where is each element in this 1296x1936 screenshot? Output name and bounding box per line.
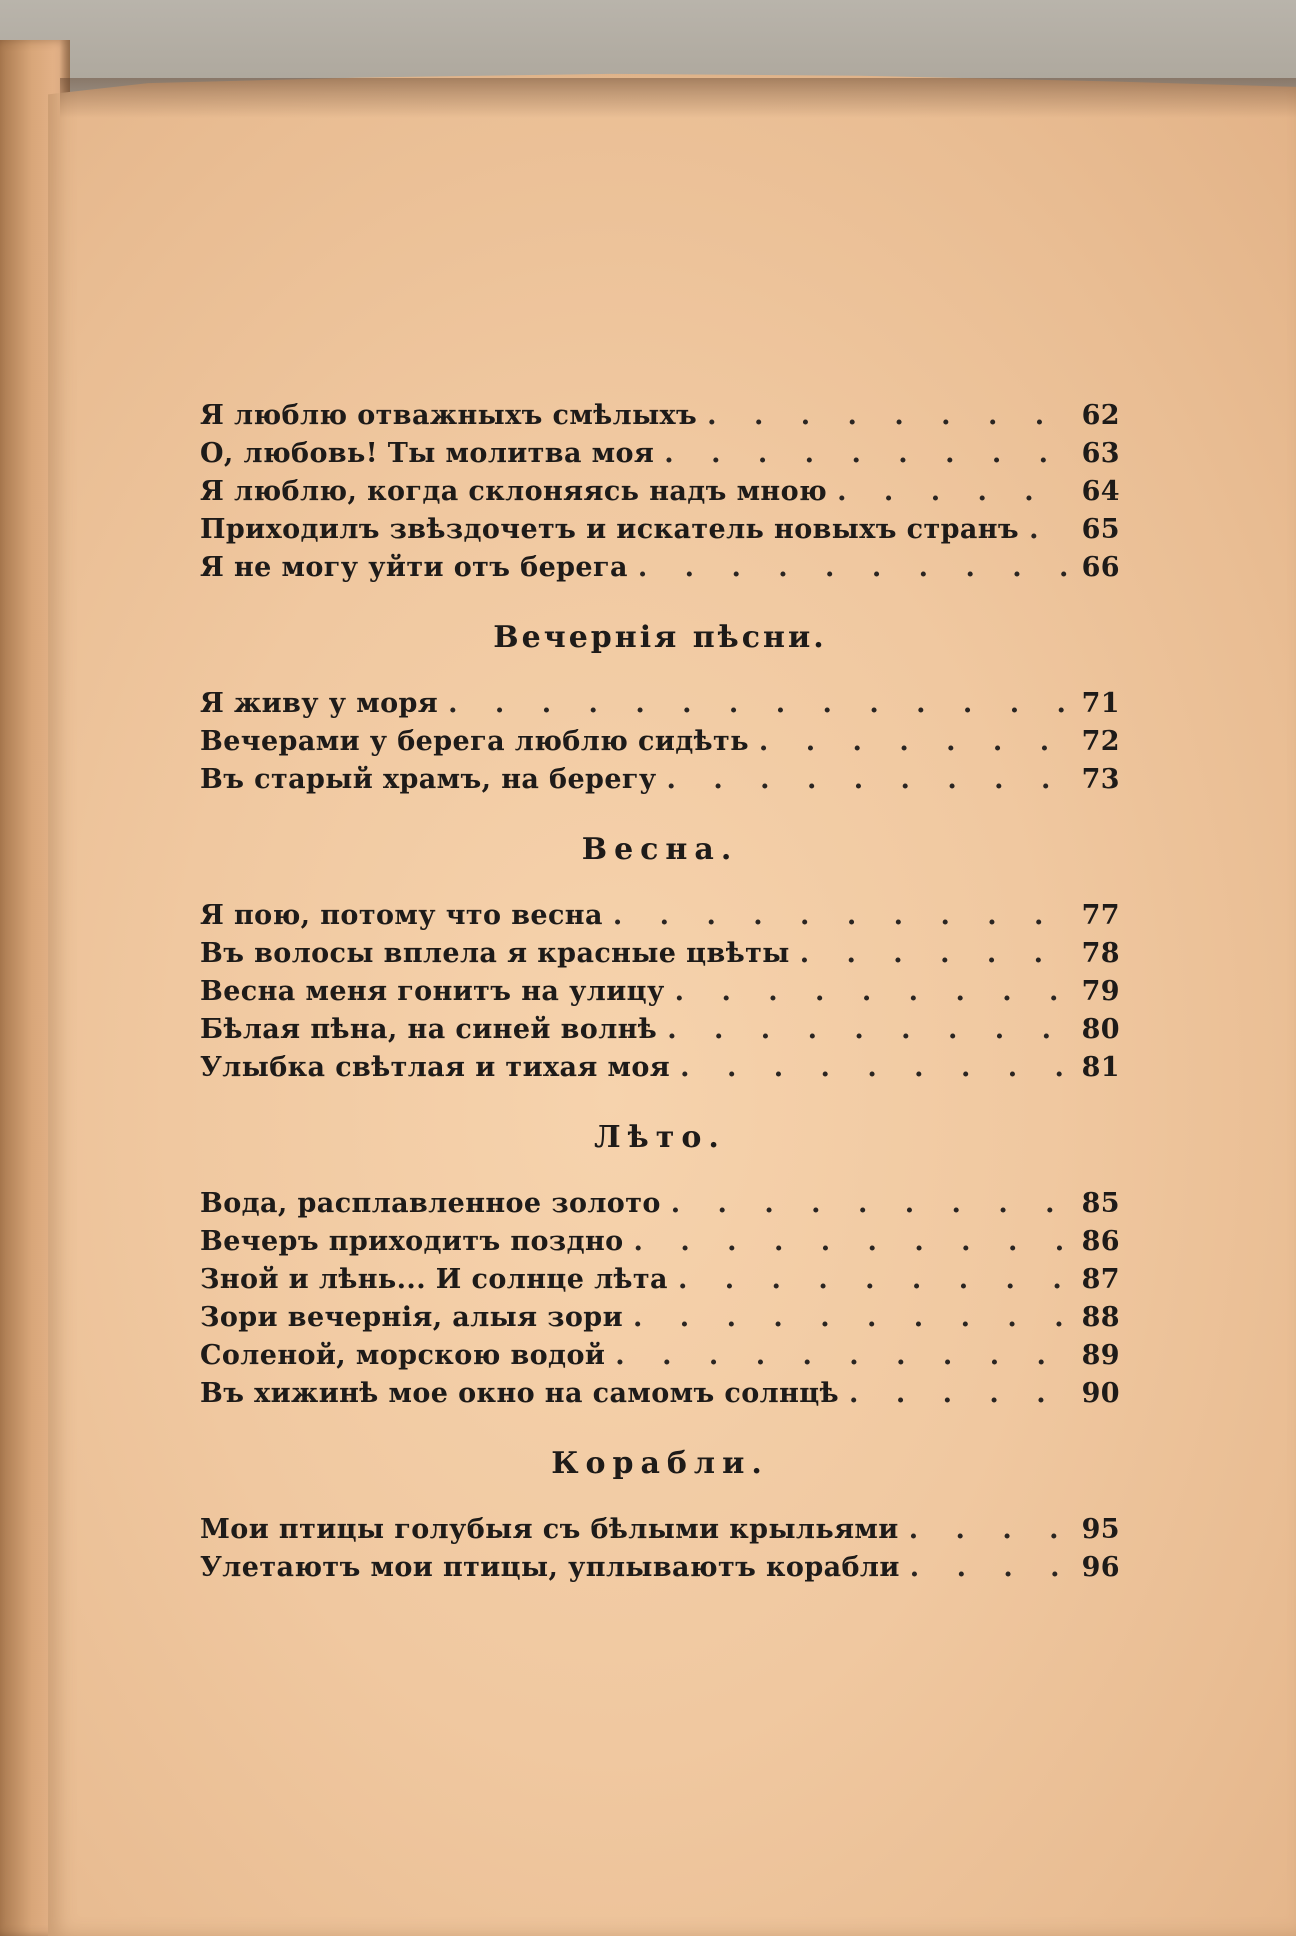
entry-title: Бѣлая пѣна, на синей волнѣ [200, 1014, 658, 1045]
entry-page-number: 63 [1081, 438, 1120, 469]
toc-section [200, 1446, 1120, 1590]
toc-entry [200, 938, 1120, 976]
entry-title: Зной и лѣнь... И солнце лѣта [200, 1264, 668, 1295]
toc-entry [200, 764, 1120, 802]
dot-leader [667, 1014, 1070, 1045]
toc-entry [200, 1514, 1120, 1552]
table-of-contents [200, 400, 1120, 1590]
entry-title: Въ волосы вплела я красные цвѣты [200, 938, 790, 969]
entry-title: Улетаютъ мои птицы, уплываютъ корабли [200, 1552, 900, 1583]
toc-section [200, 1120, 1120, 1416]
dot-leader [638, 552, 1070, 583]
dot-leader [759, 726, 1070, 757]
dot-leader [448, 688, 1070, 719]
entry-title: Я пою, потому что весна [200, 900, 603, 931]
dot-leader [680, 1052, 1070, 1083]
entry-page-number: 86 [1081, 1226, 1120, 1257]
toc-entry [200, 1340, 1120, 1378]
dot-leader [613, 900, 1070, 931]
dot-leader [633, 1302, 1070, 1333]
entry-page-number: 65 [1081, 514, 1120, 545]
dot-leader [707, 400, 1070, 431]
section-heading: Лѣто. [594, 1120, 726, 1155]
toc-entry [200, 1378, 1120, 1416]
entry-page-number: 71 [1081, 688, 1120, 719]
entry-title: Мои птицы голубыя съ бѣлыми крыльями [200, 1514, 899, 1545]
entry-title: Весна меня гонитъ на улицу [200, 976, 665, 1007]
dot-leader [910, 1552, 1070, 1583]
entry-title: Я люблю, когда склоняясь надъ мною [200, 476, 828, 507]
section-heading: Вечернія пѣсни. [493, 620, 827, 655]
entry-page-number: 78 [1081, 938, 1120, 969]
entry-page-number: 72 [1081, 726, 1120, 757]
entry-title: Я не могу уйти отъ берега [200, 552, 628, 583]
entry-title: О, любовь! Ты молитва моя [200, 438, 655, 469]
entry-title: Зори вечернія, алыя зори [200, 1302, 623, 1333]
entry-page-number: 90 [1081, 1378, 1120, 1409]
entry-page-number: 66 [1081, 552, 1120, 583]
entry-title: Въ старый храмъ, на берегу [200, 764, 657, 795]
page-top-shadow [60, 78, 1296, 118]
toc-entry [200, 552, 1120, 590]
dot-leader [615, 1340, 1070, 1371]
dot-leader [675, 976, 1070, 1007]
entry-page-number: 79 [1081, 976, 1120, 1007]
entry-page-number: 87 [1081, 1264, 1120, 1295]
entry-page-number: 85 [1081, 1188, 1120, 1219]
toc-entry [200, 1188, 1120, 1226]
toc-entry [200, 1052, 1120, 1090]
dot-leader [664, 438, 1070, 469]
entry-title: Улыбка свѣтлая и тихая моя [200, 1052, 671, 1083]
entry-title: Вечеръ приходитъ поздно [200, 1226, 624, 1257]
section-heading: Корабли. [551, 1446, 769, 1481]
dot-leader [837, 476, 1070, 507]
entry-title: Я живу у моря [200, 688, 439, 719]
entry-page-number: 62 [1081, 400, 1120, 431]
toc-entry [200, 976, 1120, 1014]
entry-page-number: 96 [1081, 1552, 1120, 1583]
dot-leader [849, 1378, 1070, 1409]
section-heading: Весна. [581, 832, 739, 867]
entry-page-number: 88 [1081, 1302, 1120, 1333]
dot-leader [800, 938, 1070, 969]
toc-entry [200, 400, 1120, 438]
entry-page-number: 81 [1081, 1052, 1120, 1083]
entry-title: Приходилъ звѣздочетъ и искатель новыхъ странъ [200, 514, 1020, 545]
toc-entry [200, 476, 1120, 514]
toc-entry [200, 438, 1120, 476]
entry-title: Вода, расплавленное золото [200, 1188, 661, 1219]
toc-entry [200, 688, 1120, 726]
entry-title: Я люблю отважныхъ смѣлыхъ [200, 400, 698, 431]
toc-entry [200, 900, 1120, 938]
dot-leader [909, 1514, 1070, 1545]
entry-page-number: 77 [1081, 900, 1120, 931]
entry-title: Въ хижинѣ мое окно на самомъ солнцѣ [200, 1378, 840, 1409]
toc-entry [200, 514, 1120, 552]
toc-section [200, 832, 1120, 1090]
entry-page-number: 64 [1081, 476, 1120, 507]
toc-section [200, 620, 1120, 802]
toc-entry [200, 726, 1120, 764]
toc-entry [200, 1014, 1120, 1052]
dot-leader [667, 764, 1070, 795]
toc-entry [200, 1302, 1120, 1340]
entry-page-number: 73 [1081, 764, 1120, 795]
toc-section [200, 400, 1120, 590]
entry-page-number: 80 [1081, 1014, 1120, 1045]
entry-title: Соленой, морскою водой [200, 1340, 606, 1371]
dot-leader [634, 1226, 1070, 1257]
toc-entry [200, 1552, 1120, 1590]
entry-title: Вечерами у берега люблю сидѣть [200, 726, 749, 757]
toc-entry [200, 1264, 1120, 1302]
toc-entry [200, 1226, 1120, 1264]
entry-page-number: 95 [1081, 1514, 1120, 1545]
entry-page-number: 89 [1081, 1340, 1120, 1371]
dot-leader [678, 1264, 1070, 1295]
dot-leader [1029, 514, 1070, 545]
dot-leader [671, 1188, 1070, 1219]
